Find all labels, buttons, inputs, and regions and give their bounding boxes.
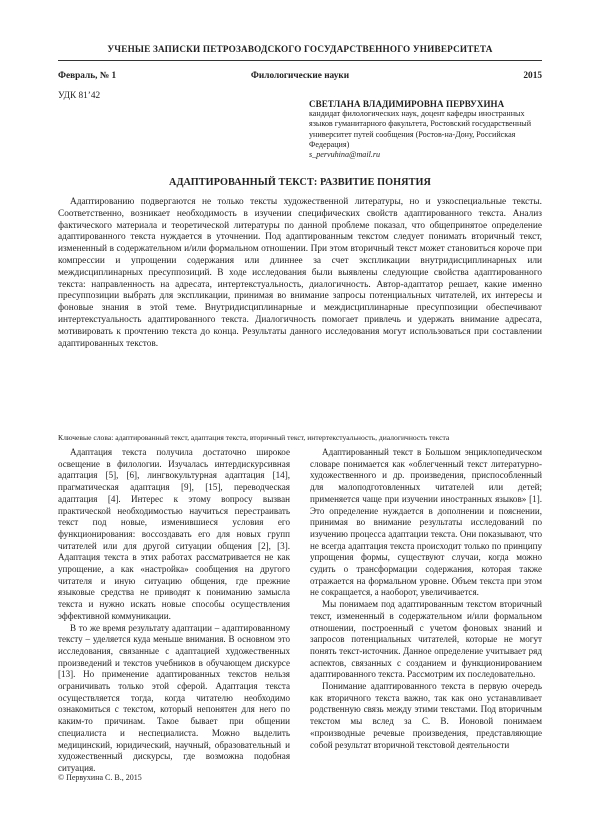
year-label: 2015 — [523, 71, 542, 81]
issue-label: Февраль, № 1 — [58, 71, 117, 81]
paragraph: В то же время результату адаптации – адаптированному тексту – уделяется куда меньше внимания. В основном это исследования, связанные с адаптацией художественных произведений и текстов учебников в обучающем дискурсе [13]. Но применение адаптированных текстов нельзя ограничивать только этой сферой. Адаптация текста осуществляется тогда, когда читателю необходимо ознакомиться с текстом, который непонятен для него по каким-то причинам. Такое бывает при общении специалиста и неспециалиста. Можно выделить медицинский, юридический, научный, образовательный и художественный дискурсы, где возможна подобная ситуация. — [58, 622, 290, 773]
header-divider — [58, 60, 542, 61]
paragraph: Адаптация текста получила достаточно широкое освещение в филологии. Изучалась интердискурсивная адаптация [5], [6], лингвокультурная адаптация [14], прагматическая адаптация [9], [15], переводческая адаптация [4]. Интерес к этому вопросу вызван практической необходимостью научиться перестраивать текст под новые, изменившиеся условия его функционирования: воссоздавать его для новых групп читателей или для другой ситуации общения [2], [3]. Адаптация текста в этих работах рассматривается не как упрощение, а как «настройка» сообщения на другого читателя и иную ситуацию общения, где прежние языковые средства не приводят к пониманию замысла текста и нужно искать новые способы осуществления эффективной коммуникации. — [58, 447, 290, 621]
journal-title: УЧЕНЫЕ ЗАПИСКИ ПЕТРОЗАВОДСКОГО ГОСУДАРСТВЕННОГО УНИВЕРСИТЕТА — [107, 44, 493, 54]
author-affiliation: кандидат филологических наук, доцент кафедры иностранных языков гуманитарного факультета, Ростовский государственный университет путей сообщения (Ростов-на-Дону, Российская Федерация) — [309, 109, 532, 149]
issue-meta-row — [58, 71, 542, 83]
paragraph: Мы понимаем под адаптированным текстом вторичный текст, измененный в содержательном и/или формальном отношении, построенный с учетом фоновых знаний и запросов потенциальных читателей, которые не могут понять текст-источник. Данное определение учитывает ряд аспектов, связанных с созданием и функционированием адаптированного текста. Рассмотрим их последовательно. — [310, 599, 542, 680]
body-left-column — [58, 447, 290, 775]
author-block — [309, 99, 545, 160]
abstract: Адаптированию подвергаются не только тексты художественной литературы, но и узкоспециальные тексты. Соответственно, возникает необходимость в изучении специфических свойств адаптированного текста. Анализ фактического материала и теоретической литературы по данной проблеме показал, что общепринятое определение адаптированного текста нуждается в уточнении. Под адаптированным текстом следует понимать вторичный текст, измененный в содержательном и/или формальном отношении. При этом вторичный текст может становиться короче при компрессии и упрощении содержания или длиннее за счет экспликации внутридисциплинарных или междисциплинарных пресуппозиций. В ходе исследования были выявлены следующие свойства адаптированного текста: направленность на адресата, интертекстуальность, диалогичность. Автор-адаптатор решает, какие именно пресуппозиции выбрать для экспликации, принимая во внимание запросы потенциальных читателей, их интересы и фоновые знания в этой теме. Внутридисциплинарные и междисциплинарные пресуппозиции обеспечивают интертекстуальность адаптированного текста. Диалогичность помогает привлечь и удержать внимание адресата, мотивировать к прочтению текста до конца. Результаты данного исследования могут использоваться при составлении адаптированных текстов. — [58, 197, 542, 349]
author-email[interactable]: s_pervuhina@mail.ru — [309, 150, 381, 160]
keywords: Ключевые слова: адаптированный текст, адаптация текста, вторичный текст, интертекстуальность, диалогичность текста — [58, 433, 450, 442]
copyright: © Первухина С. В., 2015 — [58, 773, 142, 782]
udk-code: УДК 81’42 — [58, 91, 101, 101]
body-right-column — [310, 447, 542, 751]
section-label: Филологические науки — [250, 71, 350, 81]
paragraph: Понимание адаптированного текста в первую очередь как вторичного текста важно, так как оно устанавливает родственную связь между этими текстами. Под вторичным текстом мы вслед за С. В. Ионовой понимаем «производные речевые произведения, представляющие собой результат вторичной текстовой деятельности — [310, 681, 542, 750]
paragraph: Адаптированный текст в Большом энциклопедическом словаре понимается как «облегченный текст литературно-художественного и др. произведения, приспособленный для малоподготовленных читателей или детей; применяется чаще при изучении иностранных языков» [1]. Это определение нуждается в дополнении и пояснении, принимая во внимание результаты исследований по изучению процесса адаптации текста. Они показывают, что не всегда адаптация текста происходит только по принципу упрощения формы, существуют случаи, когда можно судить о трансформации содержания, которая также отражается на формальном уровне. Объем текста при этом не сокращается, а наоборот, увеличивается. — [310, 447, 542, 598]
author-name: СВЕТЛАНА ВЛАДИМИРОВНА ПЕРВУХИНА — [309, 99, 505, 109]
article-title: АДАПТИРОВАННЫЙ ТЕКСТ: РАЗВИТИЕ ПОНЯТИЯ — [168, 177, 432, 188]
